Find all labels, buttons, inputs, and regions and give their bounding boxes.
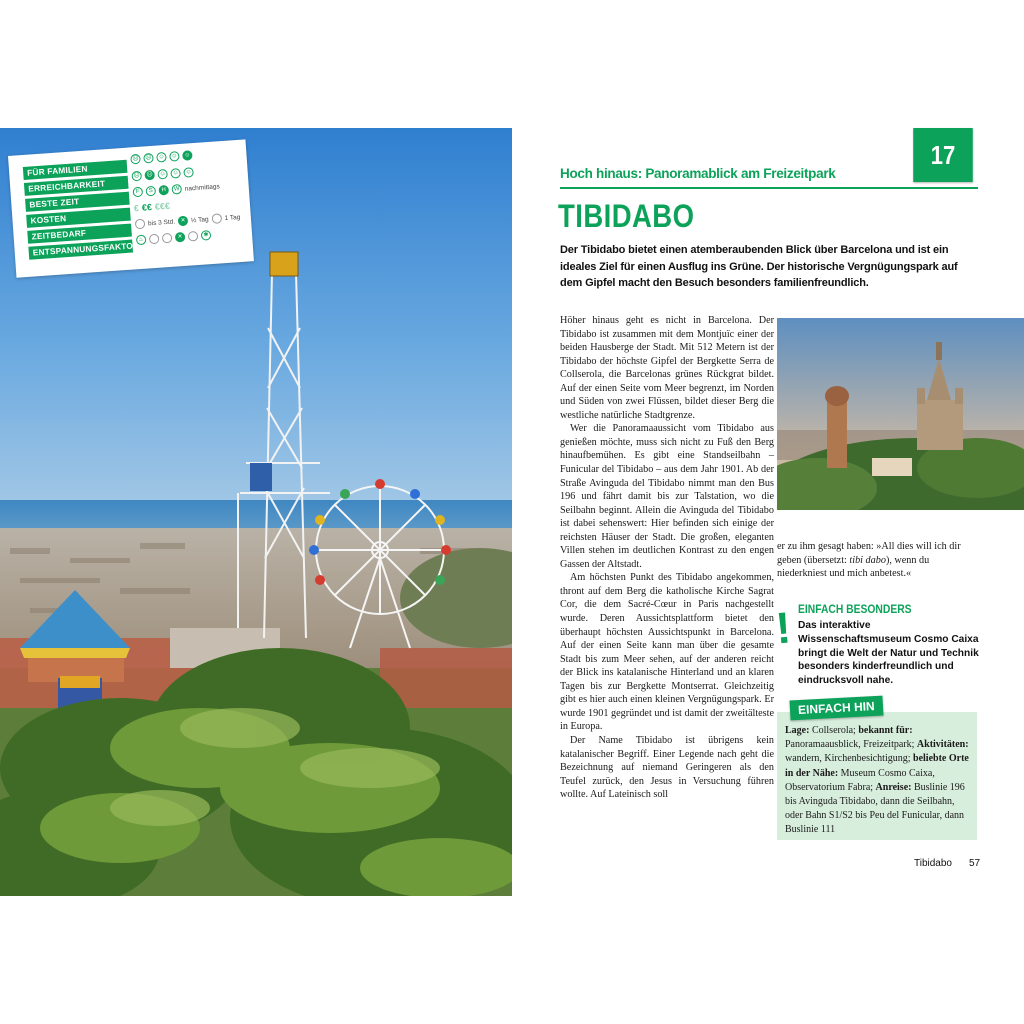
body-paragraph: Wer die Panoramaaussicht vom Tibidabo aus genießen möchte, muss sich nicht zu Fuß den Berg hinaufbemühen. Es gibt eine Standseilbahn – Funicular del Tibidabo – aus dem Jahr 1901. Ab der Straße Avinguda del Tibidabo nimmt man den Bus 196 und fährt damit bis zur Talstation, wo die Seilbahn beginnt. Allein die Avinguda del Tibidabo ist dabei sehenswert: Hier befinden sich einige der reichsten Häuser der Stadt. Die großen, eleganten Villen stehen im deutlichen Kontrast zu den engen Gassen der Altstadt. <box>560 423 774 570</box>
radio-selected-icon: ✕ <box>175 232 186 243</box>
radio-selected-icon: ✕ <box>178 216 189 227</box>
continued-text <box>777 540 977 581</box>
label-zeitbedarf: ZEITBEDARF <box>27 224 132 244</box>
radio-icon <box>149 234 160 245</box>
body-paragraph: Der Name Tibidabo ist übrigens kein katalanischer Begriff. Einer Legende nach geht die Bezeichnung auf niemand Geringeren als den Teufel zurück, den Jesus in Versuchung führen wollte. Auf Lateinisch soll <box>560 734 774 801</box>
exclamation-icon: ! <box>773 603 793 654</box>
label-kosten: KOSTEN <box>26 208 131 228</box>
zeitbedarf-option: bis 3 Std. <box>147 218 176 227</box>
radio-icon <box>211 213 222 224</box>
face-icon: ☹ <box>131 171 142 182</box>
label-erreichbarkeit: ERREICHBARKEIT <box>24 176 129 196</box>
kosten-option: € <box>133 203 140 214</box>
face-icon: ☹ <box>130 154 141 165</box>
hin-key: Lage: <box>785 725 810 736</box>
running-person-icon: ✱ <box>201 230 212 241</box>
face-icon: ☺ <box>157 169 168 180</box>
body-paragraph: Höher hinaus geht es nicht in Barcelona. Der Tibidabo ist zusammen mit dem Montjuïc einer der beiden Hausberge der Stadt. Mit 512 Metern ist der Tibidabo der höchste Gipfel der Bergkette Serra de Collserola, die Barcelonas grünes Rückgrat bildet. Auf der einen Seite vom Meer begrenzt, im Norden und Süden von zwei Flüssen, bildet dieser Berg die westliche natürliche Stadtgrenze. <box>560 315 774 421</box>
radio-icon <box>135 219 146 230</box>
face-icon: ☺ <box>169 151 180 162</box>
divider <box>560 187 978 189</box>
body-paragraph: Am höchsten Punkt des Tibidabo angekommen, thront auf dem Berg die katholische Kirche Sagrat Cor, die dem Sacré-Cœur in Paris nachgestellt wurde. Deren Aussichtsplattform bietet den überhaupt höchsten Aussichtspunkt in Barcelona. Auf der einen Seite kann man über die gesamte Stadt bis zum Meer sehen, auf der anderen reicht der Blick ins katalanische Hinterland und an klaren Tagen bis zur Bergkette Montserrat. Gleichzeitig gibt es hier auch einen kleinen Vergnügungspark. Er wurde 1901 gegründet und ist damit der zweitälteste in Europa. <box>560 572 774 733</box>
face-icon: ☹ <box>143 153 154 164</box>
face-selected-icon: ☹ <box>144 170 155 181</box>
season-selected-icon: H <box>158 185 169 196</box>
sagrat-cor-photo <box>777 318 1024 510</box>
face-selected-icon: ☺ <box>182 150 193 161</box>
label-beste-zeit: BESTE ZEIT <box>25 192 130 212</box>
zeitbedarf-option: 1 Tag <box>224 213 241 222</box>
continued-paragraph <box>777 540 977 581</box>
season-icon: F <box>132 187 143 198</box>
chapter-number: 17 <box>913 128 973 182</box>
zeitbedarf-option: ½ Tag <box>190 215 209 224</box>
face-icon: ☺ <box>183 167 194 178</box>
info-card <box>8 139 254 277</box>
hin-value: Panoramaausblick, Freizeitpark; <box>785 739 915 751</box>
radio-icon <box>188 231 199 242</box>
beste-zeit-note: nachmittags <box>184 182 220 193</box>
einfach-hin-text <box>785 724 973 838</box>
tibidabo-amusement-park-photo <box>0 128 512 896</box>
continued-text-before: er zu ihm gesagt haben: »All dies will ich dir geben (übersetzt: <box>777 541 961 566</box>
section-subtitle: Hoch hinaus: Panoramablick am Freizeitpark <box>560 166 836 181</box>
einfach-hin-label: EINFACH HIN <box>790 696 884 721</box>
book-spread <box>0 128 1024 896</box>
face-icon: ☺ <box>170 168 181 179</box>
hin-key: Anreise: <box>875 781 912 793</box>
body-column <box>560 314 774 802</box>
label-entspannungsfaktor: ENTSPANNUNGSFAKTOR <box>28 240 133 260</box>
relax-icon: ♨ <box>136 235 147 246</box>
hin-value: Museum Cosmo Caixa, Observatorium Fabra; <box>785 767 935 793</box>
hin-key: bekannt für: <box>858 725 913 736</box>
footer-chapter-name: Tibidabo <box>914 858 952 869</box>
face-icon: ☺ <box>156 152 167 163</box>
hin-key: Aktivitäten: <box>916 739 969 751</box>
radio-icon <box>162 233 173 244</box>
hin-value: wandern, Kirchenbesichtigung; <box>785 753 911 765</box>
kosten-option: €€€ <box>154 200 171 212</box>
season-icon: S <box>145 186 156 197</box>
hin-value: Buslinie 196 bis Avinguda Tibidabo, dann die Seilbahn, oder Bahn S1/S2 bis Peu del Funicular, dann Buslinie 111 <box>785 781 965 836</box>
page-number: 57 <box>969 858 981 869</box>
hin-value: Collserola; <box>811 725 856 736</box>
intro-paragraph: Der Tibidabo bietet einen atemberaubenden Blick über Barcelona und ist ein ideales Ziel für einen Ausflug ins Grüne. Der historische Vergnügungspark auf dem Gipfel macht den Besuch besonders familienfreundlich. <box>560 244 958 289</box>
continued-text-italic: tibi dabo <box>849 554 886 566</box>
continued-text-after: ), wenn du niederkniest und mich anbetest.« <box>777 554 930 580</box>
right-page <box>512 128 1024 896</box>
einfach-besonders-text: Das interaktive Wissenschaftsmuseum Cosmo Caixa bringt die Welt der Natur und Technik besonders kinderfreundlich und eindrucksvoll nahe. <box>798 620 979 687</box>
label-fuer-familien: FÜR FAMILIEN <box>23 160 128 180</box>
page-title: TIBIDABO <box>558 198 695 234</box>
hin-key: beliebte Orte in der Nähe: <box>785 753 969 779</box>
einfach-besonders-title: EINFACH BESONDERS <box>798 602 912 616</box>
kosten-selected-option: €€ <box>141 202 153 213</box>
season-icon: W <box>171 184 182 195</box>
